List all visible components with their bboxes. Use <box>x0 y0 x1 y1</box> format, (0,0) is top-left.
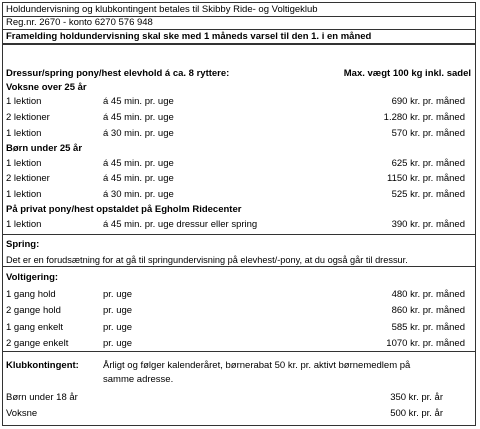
voltigering-description: pr. uge <box>103 305 133 316</box>
membership-label: Voksne <box>6 408 38 419</box>
private-heading: På privat pony/hest opstaldet på Egholm Ridecenter <box>6 204 242 215</box>
voltigering-description: pr. uge <box>103 338 133 349</box>
lesson-label: 2 lektioner <box>6 173 50 184</box>
membership-price: 500 kr. pr. år <box>390 408 443 419</box>
lesson-description: á 45 min. pr. uge <box>103 173 174 184</box>
voltigering-price: 480 kr. pr. måned <box>391 289 465 300</box>
membership-label: Børn under 18 år <box>6 392 78 403</box>
lesson-description: á 45 min. pr. uge <box>103 96 174 107</box>
lesson-price: 690 kr. pr. måned <box>391 96 465 107</box>
lesson-description: á 45 min. pr. uge dressur eller spring <box>103 219 258 230</box>
lesson-label: 1 lektion <box>6 96 42 107</box>
voltigering-price: 1070 kr. pr. måned <box>386 338 465 349</box>
section-divider <box>3 266 475 267</box>
dressur-title: Dressur/spring pony/hest elevhold á ca. 8 ryttere: <box>6 68 230 79</box>
header-cancellation-line: Framelding holdundervisning skal ske med 1 måneds varsel til den 1. i en måned <box>3 30 475 45</box>
voltigering-price: 585 kr. pr. måned <box>391 322 465 333</box>
voltigering-label: 1 gang hold <box>6 289 56 300</box>
klub-text-line-2: samme adresse. <box>103 374 174 385</box>
lesson-description: á 45 min. pr. uge <box>103 158 174 169</box>
klub-text-line-1: Årligt og følger kalenderåret, børnerabat 50 kr. pr. aktivt børnemedlem på <box>103 360 411 371</box>
voltigering-price: 860 kr. pr. måned <box>391 305 465 316</box>
lesson-label: 1 lektion <box>6 158 42 169</box>
membership-price: 350 kr. pr. år <box>390 392 443 403</box>
lesson-description: á 45 min. pr. uge <box>103 112 174 123</box>
voltigering-title: Voltigering: <box>6 272 59 283</box>
lesson-label: 1 lektion <box>6 128 42 139</box>
spring-title: Spring: <box>6 239 40 250</box>
lesson-price: 1.280 kr. pr. måned <box>383 112 465 123</box>
lesson-label: 1 lektion <box>6 189 42 200</box>
lesson-price: 390 kr. pr. måned <box>391 219 465 230</box>
lesson-description: á 30 min. pr. uge <box>103 189 174 200</box>
adults-heading: Voksne over 25 år <box>6 82 87 93</box>
spring-text: Det er en forudsætning for at gå til springundervisning på elevhest/-pony, at du også går til dressur. <box>6 255 408 265</box>
lesson-price: 625 kr. pr. måned <box>391 158 465 169</box>
section-divider <box>3 351 475 352</box>
children-heading: Børn under 25 år <box>6 143 83 154</box>
lesson-price: 525 kr. pr. måned <box>391 189 465 200</box>
lesson-label: 2 lektioner <box>6 112 50 123</box>
lesson-description: á 30 min. pr. uge <box>103 128 174 139</box>
lesson-price: 570 kr. pr. måned <box>391 128 465 139</box>
header-account-line: Reg.nr. 2670 - konto 6270 576 948 <box>3 17 475 30</box>
section-divider <box>3 234 475 235</box>
voltigering-label: 1 gang enkelt <box>6 322 64 333</box>
header-payment-line: Holdundervisning og klubkontingent betales til Skibby Ride- og Voltigeklub <box>3 3 475 17</box>
voltigering-label: 2 gange enkelt <box>6 338 69 349</box>
lesson-price: 1150 kr. pr. måned <box>387 173 465 184</box>
lesson-label: 1 lektion <box>6 219 42 230</box>
price-sheet <box>2 2 476 426</box>
voltigering-description: pr. uge <box>103 322 133 333</box>
max-weight-note: Max. vægt 100 kg inkl. sadel <box>343 68 471 79</box>
voltigering-label: 2 gange hold <box>6 305 61 316</box>
voltigering-description: pr. uge <box>103 289 133 300</box>
klub-title: Klubkontingent: <box>6 360 79 371</box>
